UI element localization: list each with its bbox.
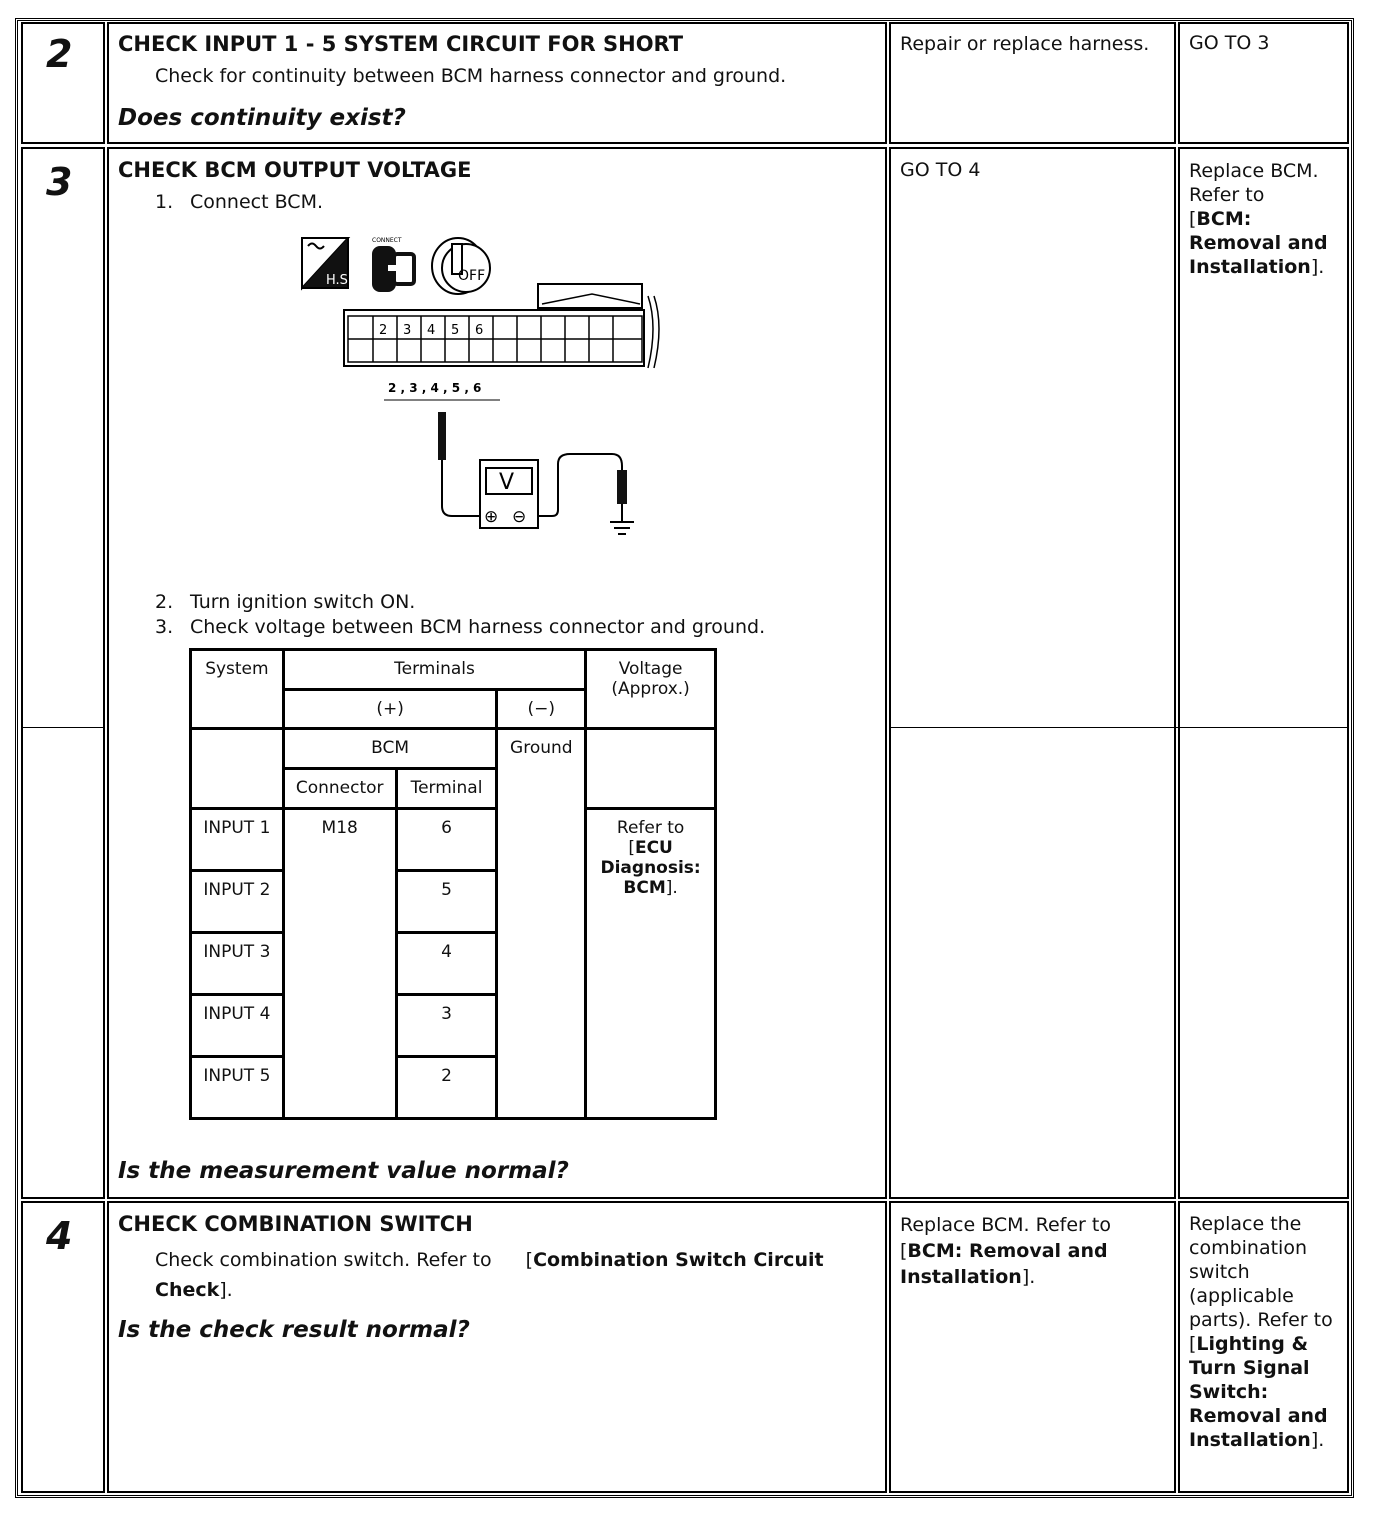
bracket: ].: [219, 1279, 233, 1301]
connector-diagram: [290, 230, 670, 550]
terminal-cell: 3: [396, 995, 497, 1057]
result-yes: [900, 1212, 1165, 1290]
header-terminal: Terminal: [396, 769, 497, 809]
empty-cell: [191, 729, 284, 809]
voltage-text: Refer to: [616, 818, 685, 838]
list-item: Turn ignition switch ON.: [190, 591, 416, 613]
empty-cell: [586, 729, 716, 809]
pins-callout: 2 , 3 , 4 , 5 , 6: [388, 381, 482, 395]
header-voltage: Voltage (Approx.): [586, 650, 716, 729]
step3-no-cell: [1178, 147, 1349, 1199]
voltage-table: [189, 648, 717, 1120]
ecu-diagnosis-link[interactable]: ECU Diagnosis: BCM: [600, 838, 701, 898]
bracket: ].: [1310, 1429, 1325, 1451]
terminal-cell: 6: [396, 809, 497, 871]
step-instruction: Check for continuity between BCM harness connector and ground.: [155, 65, 787, 87]
bcm-removal-link[interactable]: BCM: Removal and Installation: [900, 1240, 1108, 1288]
combination-switch-check-link[interactable]: Combination Switch Circuit Check: [155, 1249, 824, 1301]
lighting-switch-removal-link[interactable]: Lighting & Turn Signal Switch: Removal and Installation: [1189, 1333, 1328, 1451]
pin-label: 5: [451, 323, 460, 338]
bracket: [: [628, 838, 635, 858]
header-system: System: [191, 650, 284, 729]
header-bcm: BCM: [283, 729, 497, 769]
list-number: 3.: [155, 616, 174, 638]
result-yes: GO TO 4: [900, 159, 981, 181]
system-cell: INPUT 3: [191, 933, 284, 995]
bracket: [: [1189, 208, 1197, 230]
result-no: [1189, 159, 1339, 279]
system-cell: INPUT 4: [191, 995, 284, 1057]
terminal-cell: 4: [396, 933, 497, 995]
bracket: ].: [1021, 1266, 1036, 1288]
instruction-text: Check combination switch. Refer to: [155, 1249, 492, 1271]
terminal-cell: 5: [396, 871, 497, 933]
pin-label: 2: [379, 323, 388, 338]
header-terminals: Terminals: [283, 650, 585, 690]
step-question: Does continuity exist?: [118, 105, 406, 131]
step-question: Is the check result normal?: [118, 1317, 470, 1343]
voltage-cell: [586, 809, 716, 1119]
bracket: ].: [665, 878, 678, 898]
page-break-line: [889, 727, 1349, 728]
list-number: 2.: [155, 591, 174, 613]
step-number: 2: [46, 32, 73, 76]
result-yes-text: Replace BCM. Refer to: [900, 1214, 1111, 1236]
terminal-cell: 2: [396, 1057, 497, 1119]
pin-label: 6: [475, 323, 484, 338]
step-number: 3: [46, 160, 73, 204]
header-minus: (−): [497, 690, 586, 729]
list-item: Check voltage between BCM harness connector and ground.: [190, 616, 766, 638]
header-ground: Ground: [497, 729, 586, 1119]
bracket: [: [525, 1249, 534, 1271]
bracket: [: [1189, 1333, 1197, 1355]
system-cell: INPUT 2: [191, 871, 284, 933]
svg-text:OFF: OFF: [458, 268, 486, 284]
step3-num-cell: [21, 147, 105, 1199]
result-no: [1189, 1212, 1339, 1452]
bracket: ].: [1310, 256, 1325, 278]
svg-text:⊖: ⊖: [512, 507, 527, 527]
connect-icon: [372, 237, 414, 292]
page-break-line: [21, 727, 105, 728]
step-number: 4: [46, 1214, 73, 1258]
header-plus: (+): [283, 690, 497, 729]
svg-text:⊕: ⊕: [484, 507, 499, 527]
svg-text:H.S.: H.S.: [326, 273, 353, 288]
svg-text:CONNECT: CONNECT: [372, 237, 402, 244]
system-cell: INPUT 5: [191, 1057, 284, 1119]
list-item: Connect BCM.: [190, 191, 323, 213]
result-no-text: Replace the combination switch (applicable parts). Refer to: [1189, 1213, 1333, 1331]
ignition-off-icon: [432, 238, 490, 294]
connector-cell: M18: [283, 809, 396, 1119]
pin-label: 3: [403, 323, 412, 338]
result-yes: Repair or replace harness.: [900, 33, 1150, 55]
header-connector: Connector: [283, 769, 396, 809]
step3-yes-cell: [889, 147, 1176, 1199]
result-no: GO TO 3: [1189, 32, 1270, 54]
bracket: [: [900, 1240, 908, 1262]
bcm-removal-link[interactable]: BCM: Removal and Installation: [1189, 208, 1328, 278]
result-no-text: Replace BCM. Refer to: [1189, 160, 1319, 206]
step-title: CHECK COMBINATION SWITCH: [118, 1212, 473, 1236]
svg-text:V: V: [499, 470, 515, 495]
system-cell: INPUT 1: [191, 809, 284, 871]
step-question: Is the measurement value normal?: [118, 1158, 569, 1184]
harness-sign-icon: [302, 238, 352, 288]
step-instruction: [155, 1245, 875, 1305]
step-title: CHECK BCM OUTPUT VOLTAGE: [118, 158, 472, 182]
step-title: CHECK INPUT 1 - 5 SYSTEM CIRCUIT FOR SHORT: [118, 32, 684, 56]
pin-label: 4: [427, 323, 436, 338]
connector-shape: [344, 284, 659, 368]
list-number: 1.: [155, 191, 174, 213]
voltmeter: [438, 412, 634, 534]
